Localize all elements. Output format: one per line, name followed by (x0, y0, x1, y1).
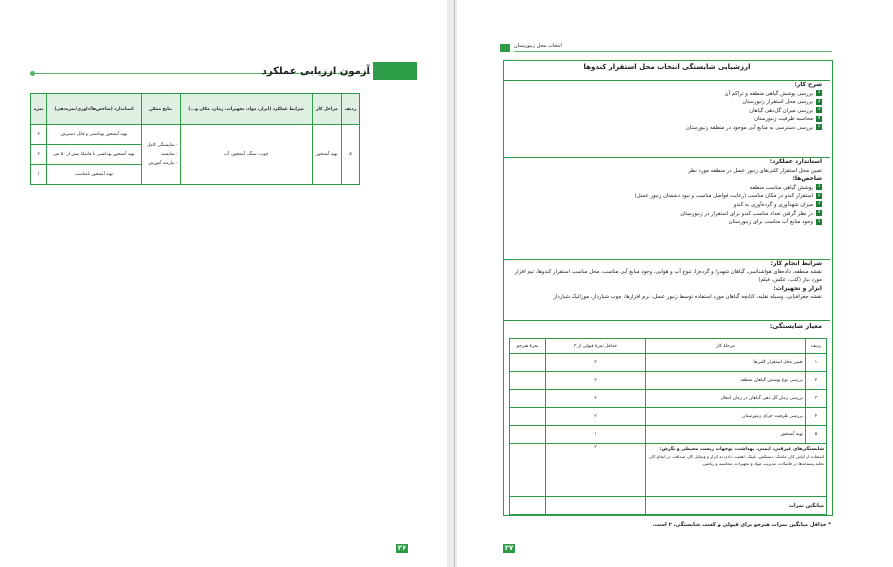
general-competency-cell (646, 444, 827, 497)
section-heading: استاندارد عملکرد: (769, 158, 822, 165)
list-item (504, 124, 822, 133)
standard-text: تعیین محل استقرار کلنی‌های زنبور عسل در منطقه مورد نظر (688, 167, 822, 174)
work-description-section (504, 80, 830, 156)
item-text: محاسبه ظرفیت زنبورستان (753, 116, 813, 123)
header-accent-chip (500, 44, 510, 52)
header-cell: نمره (31, 94, 47, 125)
standard-score: ۲ (31, 145, 47, 165)
general-competency-row (510, 444, 827, 497)
item-text: وجود منابع آب مناسب برای زنبورستان (728, 219, 813, 226)
row-step: بررسی زمان گل دهی گیاهان در زمان انتقال (646, 390, 806, 408)
row-index: ۲ (806, 372, 827, 390)
row-min-score: ۲ (546, 372, 646, 390)
table-row (31, 125, 360, 145)
table-row (510, 408, 827, 426)
row-step: بررسی نوع پوشش گیاهان منطقه (646, 372, 806, 390)
result-item: - شایستگی کامل (147, 143, 178, 148)
gutter-line (454, 0, 455, 567)
item-number: 5 (817, 124, 821, 130)
item-number: 3 (817, 107, 821, 113)
header-accent-bar (373, 62, 417, 80)
performance-test-table (30, 93, 360, 185)
conditions-section (504, 259, 830, 319)
section-heading: شرایط انجام کار: (770, 260, 822, 267)
standard-text: تهیه آبشخور بهداشتی و قابل دسترس (47, 125, 142, 145)
row-min-score: ۲ (546, 390, 646, 408)
section-divider (504, 320, 830, 321)
list-item (504, 210, 822, 219)
item-text: استقرار کندو در مکان مناسب (رعایت فواصل مناسب و نبود دشمنان زنبور عسل) (634, 193, 813, 200)
list-item (504, 90, 822, 99)
list-item (504, 192, 822, 201)
standard-text: تهیه آبشخور بهداشتی با فاصلهٔ بیش از ۵۰ متر (47, 145, 142, 165)
list-item (504, 98, 822, 107)
standard-score: ۱ (31, 165, 47, 185)
conditions-text: نقشه منطقه، داده‌های هواشناسی، گیاهان شهدزا و گرده‌زا، تنوع آب و هوایی، وجود منابع آبی مناسب، محل مناسب استقرار کندوها، تیم افزار مورد نیاز (کتب، عکس، فیلم) (514, 269, 822, 284)
average-student-cell (510, 497, 546, 515)
list-item (504, 107, 822, 116)
item-text: بررسی میزان گل‌دهی گیاهان (749, 107, 813, 114)
row-conditions: چوب، سنگ، آبشخور، آب (180, 125, 312, 185)
header-cell: نمرهٔ هنرجو (510, 339, 546, 354)
item-number: 4 (817, 210, 821, 216)
general-student-score (510, 444, 546, 497)
running-header: انتخاب محل زنبورستان (514, 43, 562, 49)
page-number-left: ۲۶ (397, 544, 407, 552)
row-index: ۴ (806, 408, 827, 426)
table-header-row (31, 94, 360, 125)
row-student-score (510, 354, 546, 372)
average-label: میانگین نمرات (646, 497, 827, 515)
result-item: - شایسته (161, 152, 178, 157)
section-heading: شاخص‌ها: (792, 175, 822, 183)
header-cell: مرحلهٔ کار (646, 339, 806, 354)
row-min-score: ۲ (546, 408, 646, 426)
standard-and-indicators-section (504, 157, 830, 257)
table-row (510, 390, 827, 408)
table-row (510, 354, 827, 372)
row-step: تهیه آبشخور (312, 125, 341, 185)
general-competency-heading: شایستگی‌های غیرفنی، ایمنی، بهداشت، توجهات زیست محیطی و نگرش: (659, 447, 824, 452)
header-rule (514, 51, 832, 52)
row-step: بررسی ظرفیت چرای زنبورستان (646, 408, 806, 426)
section-heading: شرح کار: (794, 81, 822, 88)
item-number: 2 (817, 192, 821, 198)
row-student-score (510, 408, 546, 426)
header-cell: شرایط عملکرد (ابزار، مواد، تجهیزات، زمان، مکان و...) (180, 94, 312, 125)
row-step: تهیه آبشخور (646, 426, 806, 444)
header-cell: ردیف (342, 94, 360, 125)
footnote: * حداقل میانگین نمرات هنرجو برای قبولی و کسب شایستگی، ۲ است. (652, 522, 831, 528)
row-min-score: ۱ (546, 426, 646, 444)
table-row (510, 372, 827, 390)
tools-text: نقشه جغرافیایی، وسیله نقلیه، کتابچه گیاهان مورد استفاده توسط زنبور عسل، نرم افزارها، چوب شیاردار، موزائیک شیاردار (553, 293, 822, 300)
page-number-right: ۲۷ (504, 544, 514, 552)
item-number: 3 (817, 201, 821, 207)
row-student-score (510, 390, 546, 408)
row-min-score: ۲ (546, 354, 646, 372)
item-number: 2 (817, 98, 821, 104)
evaluation-title: ارزشیابی شایستگی انتخاب محل استقرار کندوها (583, 63, 751, 71)
list-item (504, 201, 822, 210)
row-student-score (510, 426, 546, 444)
standard-text: تهیه آبشخور نامناسب (47, 165, 142, 185)
item-number: 1 (817, 90, 821, 96)
header-cell: حداقل نمرهٔ قبولی از ۳ (546, 339, 646, 354)
criteria-heading: معیار شایستگی: (769, 322, 822, 330)
page-title: آزمون ارزیابی عملکرد (261, 66, 370, 77)
row-student-score (510, 372, 546, 390)
item-text: پوشش گیاهی مناسب منطقه (749, 184, 813, 191)
header-cell: نتایج ممکن (141, 94, 180, 125)
list-item (504, 115, 822, 124)
criteria-table (509, 338, 827, 515)
item-number: 1 (817, 184, 821, 190)
item-text: بررسی دسترسی به منابع آبی موجود در منطقه زنبورستان (685, 124, 813, 131)
item-text: بررسی محل استقرار زنبورستان (742, 99, 813, 106)
item-number: 4 (817, 115, 821, 121)
average-row (510, 497, 827, 515)
general-min-score: ۲ (546, 444, 646, 497)
row-step: تعیین محل استقرار کلنی‌ها (646, 354, 806, 372)
list-item (504, 218, 822, 227)
row-index: ۵ (806, 426, 827, 444)
item-text: میزان شهدآوری و گرده‌آوری به کندو (733, 201, 813, 208)
section-heading: ابزار و تجهیزات: (773, 284, 822, 292)
row-index: ۳ (806, 390, 827, 408)
book-gutter (447, 0, 457, 567)
item-text: بررسی پوشش گیاهی منطقه و تراکم آن (724, 90, 813, 97)
header-cell: استاندارد (شاخص‌ها/داوری/نمره‌دهی) (47, 94, 142, 125)
row-index: ۱ (806, 354, 827, 372)
standard-score: ۳ (31, 125, 47, 145)
table-header-row (510, 339, 827, 354)
average-min-cell (546, 497, 646, 515)
row-index: ۵ (342, 125, 360, 185)
list-item (504, 184, 822, 193)
general-competency-text: استفاده از لباس کار، ماسک، دستکش، عینک، اهمیت دادن به ابزار و وسایل کار، صداقت در انجام کار، تخلیه پسماندها در فاصلات، مدیریت مواد و تجهیزات، محاسبه و ریاضی. (648, 454, 824, 466)
table-row (510, 426, 827, 444)
header-cell: مراحل کار (312, 94, 341, 125)
header-cell: ردیف (806, 339, 827, 354)
row-results (141, 125, 180, 185)
item-text: در نظر گرفتن تعداد مناسب کندو برای استقرار در زنبورستان (680, 210, 813, 217)
result-item: - نیازمند آموزش (148, 161, 178, 166)
item-number: 5 (817, 218, 821, 224)
